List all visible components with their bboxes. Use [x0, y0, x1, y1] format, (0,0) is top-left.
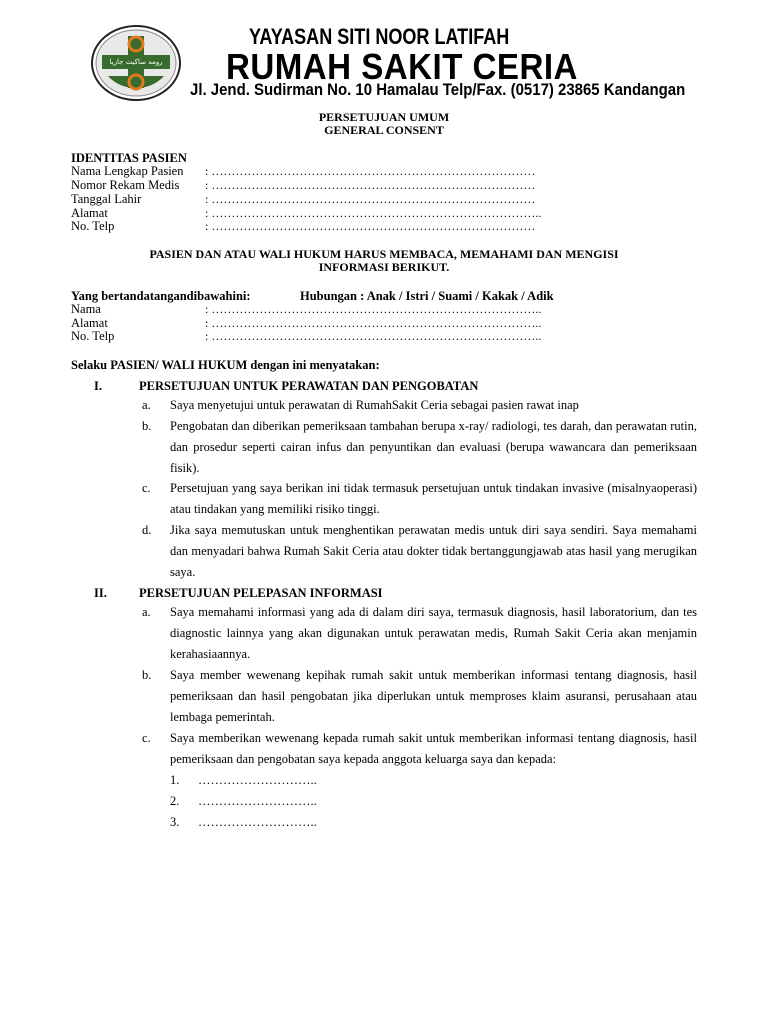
field-blank[interactable]: : ……………………………………………………………………….. [205, 316, 542, 330]
field-label: Tanggal Lahir [71, 192, 142, 206]
doc-subtitle: GENERAL CONSENT [324, 123, 444, 137]
field-label: Alamat [71, 206, 108, 220]
item-marker: c. [142, 481, 151, 495]
doc-title: PERSETUJUAN UMUM [318, 110, 450, 124]
list-item: Saya member wewenang kepihak rumah sakit untuk memberikan informasi tentang diagnosis, hasil pemeriksaan dan hasil pengobatan jika diperlukan untuk memproses klaim asuransi, perusahaan atau lembaga pemerintah. [170, 668, 697, 724]
numbered-marker: 3. [170, 815, 180, 829]
fill-in-blank[interactable]: ……………………….. [198, 773, 317, 787]
section-title: PERSETUJUAN UNTUK PERAWATAN DAN PENGOBATAN [139, 379, 479, 393]
field-blank[interactable]: : ……………………………………………………………………… [205, 219, 536, 233]
field-blank[interactable]: : ……………………………………………………………………….. [205, 329, 542, 343]
foundation-name: YAYASAN SITI NOOR LATIFAH [249, 24, 510, 49]
field-label: Nama [71, 302, 101, 316]
list-item: Saya memahami informasi yang ada di dalam diri saya, termasuk diagnosis, hasil laboratorium, dan tes diagnostic lainnya yang akan digunakan untuk perawatan medis, Rumah Sakit Ceria akan menjamin kerahasiaannya. [170, 605, 697, 661]
field-label: Alamat [71, 316, 108, 330]
field-label: Nomor Rekam Medis [71, 178, 180, 192]
item-marker: a. [142, 605, 151, 619]
fill-in-blank[interactable]: ……………………….. [198, 794, 317, 808]
field-blank[interactable]: : ……………………………………………………………………… [205, 164, 536, 178]
hospital-logo [90, 24, 182, 102]
field-label: No. Telp [71, 219, 115, 233]
list-item: Saya memberikan wewenang kepada rumah sakit untuk memberikan informasi tentang diagnosis, hasil pemeriksaan dan pengobatan saya kepada anggota keluarga saya dan kepada: [170, 731, 697, 766]
declaration-intro: Selaku PASIEN/ WALI HUKUM dengan ini menyatakan: [71, 358, 380, 372]
section-number: I. [94, 379, 102, 393]
fill-in-blank[interactable]: ……………………….. [198, 815, 317, 829]
signatory-heading: Yang bertandatangandibawahini: [71, 289, 251, 303]
item-marker: c. [142, 731, 151, 745]
item-marker: a. [142, 398, 151, 412]
list-item: Saya menyetujui untuk perawatan di RumahSakit Ceria sebagai pasien rawat inap [170, 398, 579, 412]
item-marker: d. [142, 523, 152, 537]
field-label: No. Telp [71, 329, 115, 343]
field-blank[interactable]: : ……………………………………………………………………….. [205, 206, 542, 220]
numbered-marker: 1. [170, 773, 180, 787]
relationship-options: Hubungan : Anak / Istri / Suami / Kakak / Adik [300, 289, 554, 303]
hospital-name: RUMAH SAKIT CERIA [226, 46, 578, 87]
patient-identity-heading: IDENTITAS PASIEN [71, 151, 187, 165]
list-item: Jika saya memutuskan untuk menghentikan perawatan medis untuk diri saya sendiri. Saya memahami dan menyadari bahwa Rumah Sakit Ceria atau dokter tidak bertanggungjawab atas hasil yang merugikan saya. [170, 523, 697, 579]
item-marker: b. [142, 668, 152, 682]
section-number: II. [94, 586, 107, 600]
field-blank[interactable]: : ……………………………………………………………………… [205, 178, 536, 192]
hospital-address: Jl. Jend. Sudirman No. 10 Hamalau Telp/Fax. (0517) 23865 Kandangan [190, 80, 686, 99]
item-marker: b. [142, 419, 152, 433]
logo-arabic-text: رومه ساكيت جاريا [109, 58, 163, 66]
notice-line-2: INFORMASI BERIKUT. [318, 260, 450, 274]
notice-line-1: PASIEN DAN ATAU WALI HUKUM HARUS MEMBACA, MEMAHAMI DAN MENGISI [149, 247, 619, 261]
section-title: PERSETUJUAN PELEPASAN INFORMASI [139, 586, 383, 600]
list-item: Pengobatan dan diberikan pemeriksaan tambahan berupa x-ray/ radiologi, tes darah, dan perawatan rutin, dan prosedur seperti cairan infus dan penyuntikan dan evaluasi (berupa wawancara dan pemeriksaan fisik). [170, 419, 697, 475]
field-label: Nama Lengkap Pasien [71, 164, 184, 178]
numbered-marker: 2. [170, 794, 180, 808]
field-blank[interactable]: : ……………………………………………………………………… [205, 192, 536, 206]
field-blank[interactable]: : ……………………………………………………………………….. [205, 302, 542, 316]
list-item: Persetujuan yang saya berikan ini tidak termasuk persetujuan untuk tindakan invasive (misalnyaoperasi) atau tindakan yang memiliki risiko tinggi. [170, 481, 697, 516]
